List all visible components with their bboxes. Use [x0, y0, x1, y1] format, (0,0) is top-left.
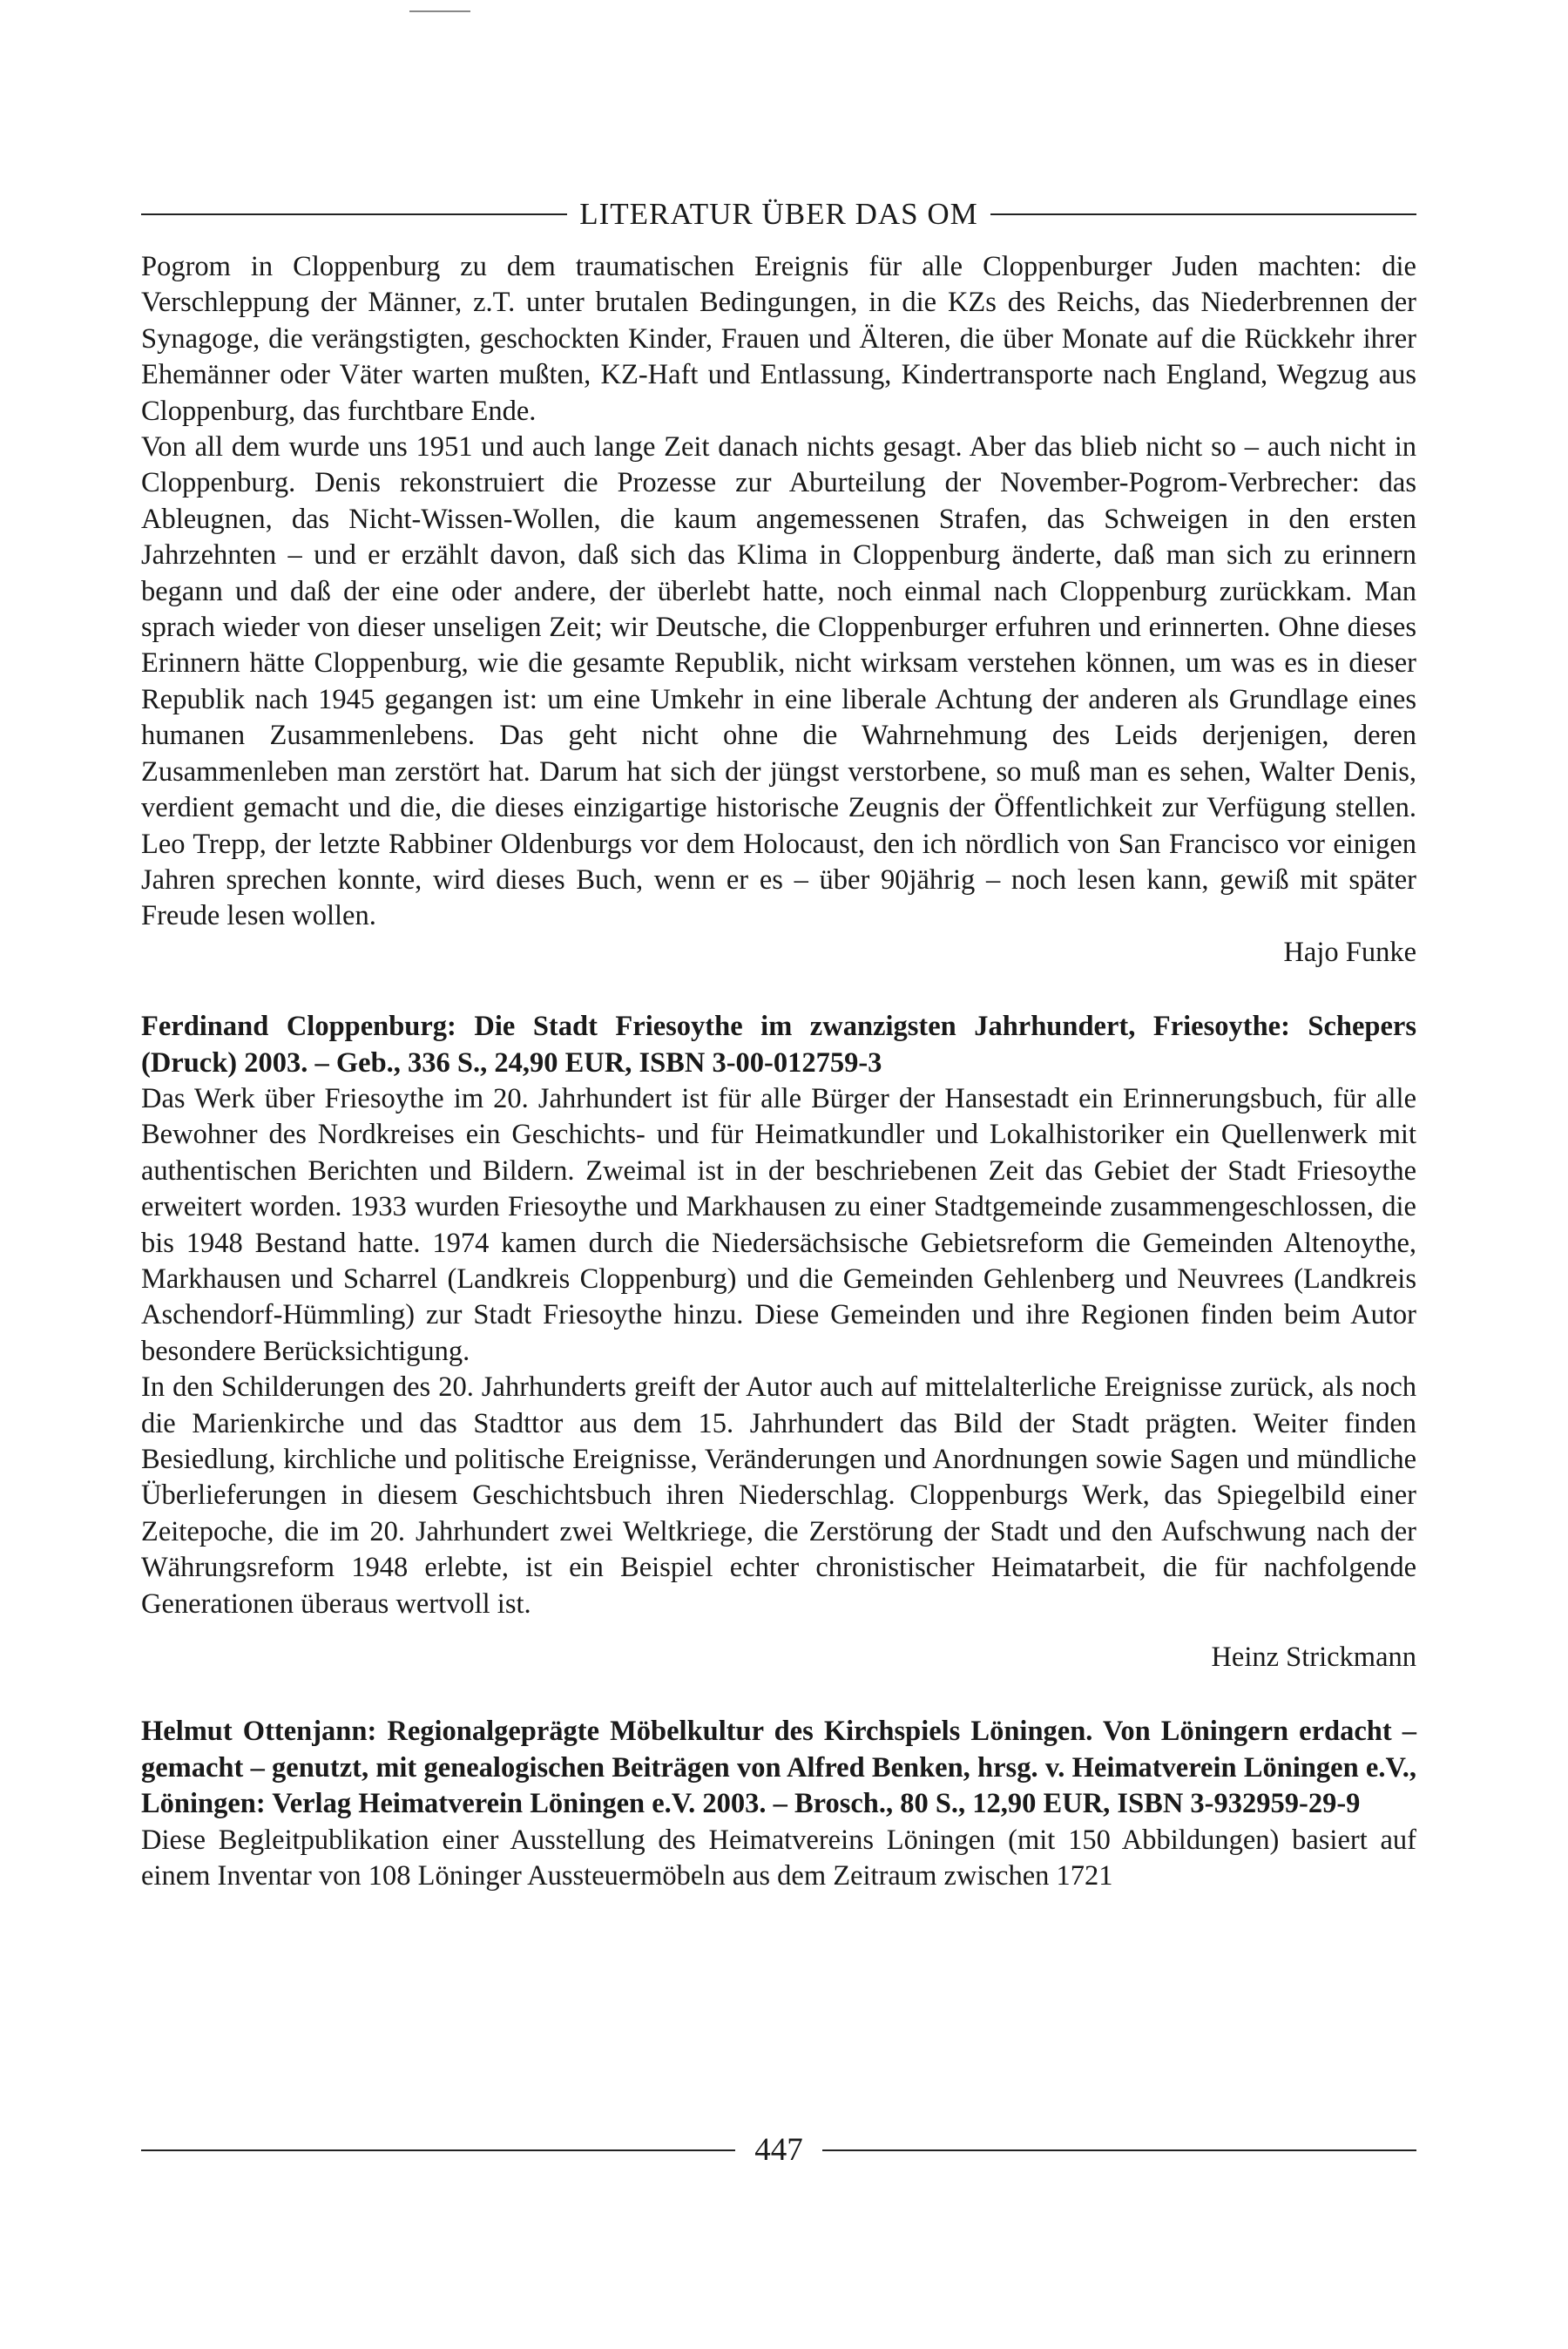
review-2-reviewer: Heinz Strickmann [1211, 1642, 1416, 1674]
footer-rule-left [141, 2149, 735, 2151]
review-funke [141, 249, 1416, 971]
review-2-paragraph-1: Das Werk über Friesoythe im 20. Jahrhundert ist für alle Bürger der Hansestadt ein Erinnerungsbuch, für alle Bewohner des Nordkreises ein Geschichts- und für Heimatkundler und Lokalhistoriker ein Quellenwerk mit authentischen Berichten und Bildern. Zweimal ist in der beschriebenen Zeit das Gebiet der Stadt Friesoythe erweitert worden. 1933 wurden Friesoythe und Markhausen zu einer Stadtgemeinde zusammengeschlossen, die bis 1948 Bestand hatte. 1974 kamen durch die Niedersächsische Gebietsreform die Gemeinden Altenoythe, Markhausen und Scharrel (Landkreis Cloppenburg) und die Gemeinden Gehlenberg und Neuvrees (Landkreis Aschendorf-Hümmling) zur Stadt Friesoythe hinzu. Diese Gemeinden und ihre Regionen finden beim Autor besondere Berücksichtigung. [141, 1082, 1416, 1367]
page-footer [141, 2131, 1416, 2169]
review-1-reviewer: Hajo Funke [1283, 936, 1416, 968]
top-edge-mark [409, 10, 470, 12]
review-ottenjann [141, 1714, 1416, 1894]
header-rule-left [141, 213, 567, 215]
review-2-paragraph-2: In den Schilderungen des 20. Jahrhunderts greift der Autor auch auf mittelalterliche Ereignisse zurück, als noch die Marienkirche und das Stadttor aus dem 15. Jahrhundert das Bild der Stadt prägten. Weiter finden Besiedlung, kirchliche und politische Ereignisse, Veränderungen und Anordnungen sowie Sagen und mündliche Überlieferungen in diesem Geschichtsbuch ihren Niederschlag. Cloppenburgs Werk, das Spiegelbild einer Zeitepoche, die im 20. Jahrhundert zwei Weltkriege, die Zerstörung der Stadt und den Aufschwung nach der Währungsreform 1948 erlebte, ist ein Beispiel echter chronistischer Heimatarbeit, die für nachfolgende Generationen überaus wertvoll ist. [141, 1371, 1416, 1620]
review-strickmann [141, 1009, 1416, 1675]
review-3-heading: Helmut Ottenjann: Regionalgeprägte Möbelkultur des Kirchspiels Löningen. Von Löningern erdacht – gemacht – genutzt, mit genealogischen Beiträgen von Alfred Benken, hrsg. v. Heimatverein Löningen e.V., Löningen: Verlag Heimatverein Löningen e.V. 2003. – Brosch., 80 S., 12,90 EUR, ISBN 3-932959-29-9 [141, 1716, 1416, 1820]
running-head [141, 197, 1416, 232]
review-1-paragraph-2: Von all dem wurde uns 1951 und auch lange Zeit danach nichts gesagt. Aber das blieb nicht so – auch nicht in Cloppenburg. Denis rekonstruiert die Prozesse zur Aburteilung der November-Pogrom-Verbrecher: das Ableugnen, das Nicht-Wissen-Wollen, die kaum angemessenen Strafen, das Schweigen in den ersten Jahrzehnten – und er erzählt davon, daß sich das Klima in Cloppenburg änderte, daß man sich zu erinnern begann und daß der eine oder andere, der überlebt hatte, noch einmal nach Cloppenburg zurückkam. Man sprach wieder von dieser unseligen Zeit; wir Deutsche, die Cloppenburger erfuhren und erinnerten. Ohne dieses Erinnern hätte Cloppenburg, wie die gesamte Republik, nicht wirksam verstehen können, um was es in dieser Republik nach 1945 gegangen ist: um eine Umkehr in eine liberale Achtung der anderen als Grundlage eines humanen Zusammenlebens. Das geht nicht ohne die Wahrnehmung des Leids derjenigen, deren Zusammenleben man zerstört hat. Darum hat sich der jüngst verstorbene, so muß man es sehen, Walter Denis, verdient gemacht und die, die dieses einzigartige historische Zeugnis der Öffentlichkeit zur Verfügung stellen. Leo Trepp, der letzte Rabbiner Oldenburgs vor dem Holocaust, den ich nördlich von San Francisco vor einigen Jahren sprechen konnte, wird dieses Buch, wenn er es – über 90jährig – noch lesen kann, gewiß mit später Freude lesen wollen. [141, 431, 1416, 932]
review-3-paragraph-1: Diese Begleitpublikation einer Ausstellung des Heimatvereins Löningen (mit 150 Abbildungen) basiert auf einem Inventar von 108 Löninger Aussteuermöbeln aus dem Zeitraum zwischen 1721 [141, 1824, 1416, 1892]
page-content [141, 249, 1416, 1894]
running-head-title: LITERATUR ÜBER DAS OM [579, 197, 978, 231]
review-2-heading: Ferdinand Cloppenburg: Die Stadt Friesoythe im zwanzigsten Jahrhundert, Friesoythe: Schepers (Druck) 2003. – Geb., 336 S., 24,90 EUR, ISBN 3-00-012759-3 [141, 1011, 1416, 1079]
review-1-paragraph-1: Pogrom in Cloppenburg zu dem traumatischen Ereignis für alle Cloppenburger Juden machten: die Verschleppung der Männer, z.T. unter brutalen Bedingungen, in die KZs des Reichs, das Niederbrennen der Synagoge, die verängstigten, geschockten Kinder, Frauen und Älteren, die über Monate auf die Rückkehr ihrer Ehemänner oder Väter warten mußten, KZ-Haft und Entlassung, Kindertransporte nach England, Wegzug aus Cloppenburg, das furchtbare Ende. [141, 251, 1416, 427]
header-rule-right [990, 213, 1416, 215]
page-number: 447 [754, 2132, 803, 2168]
footer-rule-right [822, 2149, 1416, 2151]
